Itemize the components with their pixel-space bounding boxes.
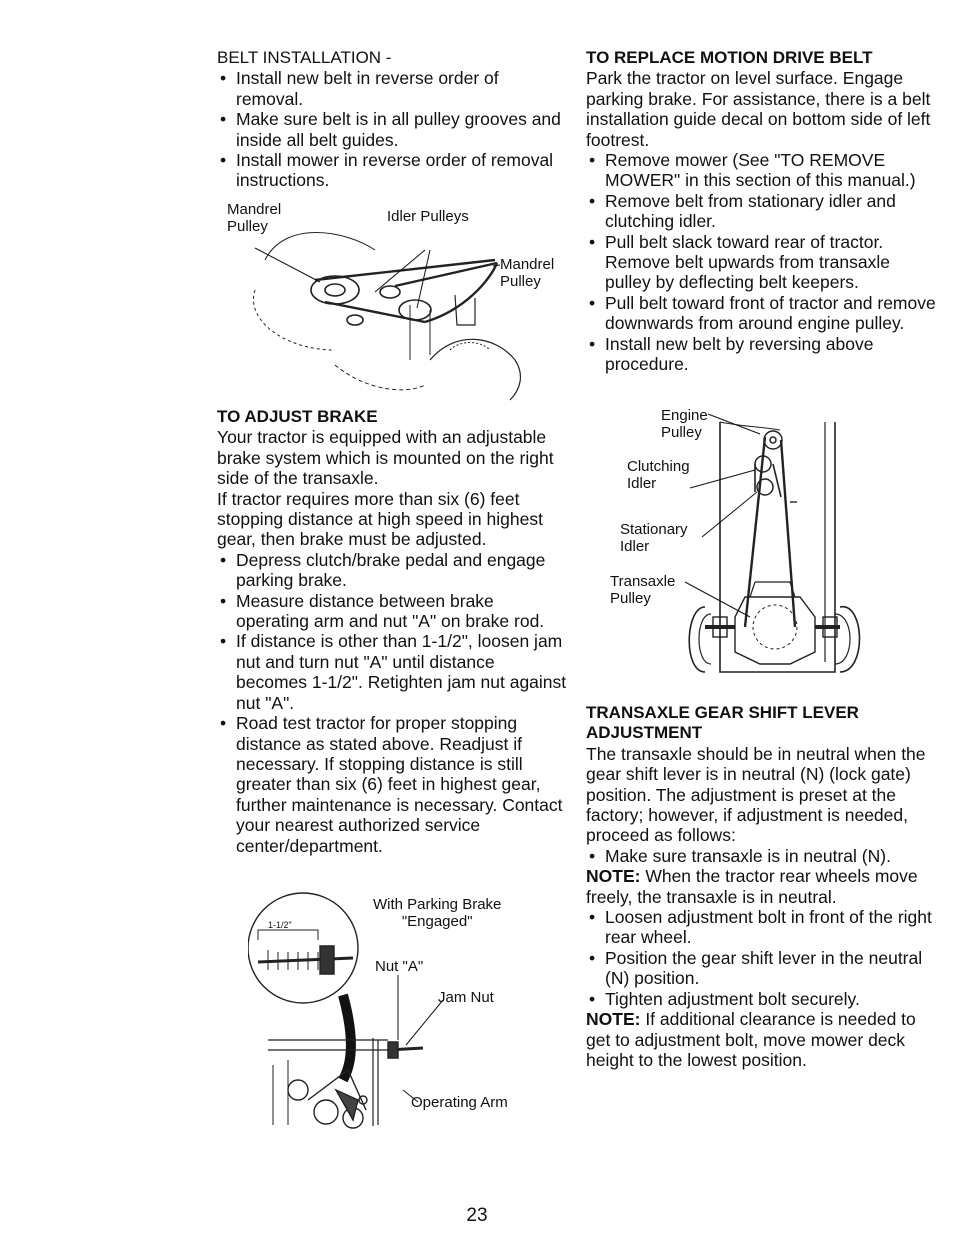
shift-lever-list-1 — [586, 846, 936, 866]
engine-pulley-label: Engine Pulley — [661, 407, 708, 441]
list-item: • Install mower in reverse order of removal instructions. — [217, 150, 569, 191]
drive-belt-figure — [605, 402, 915, 692]
shift-lever-note-2 — [586, 1009, 936, 1070]
shift-lever-note-1 — [586, 866, 936, 907]
mower-belt-figure — [225, 200, 565, 410]
note-text: When the tractor rear wheels move freely, the transaxle is in neutral. — [586, 866, 918, 907]
idler-pulleys-label: Idler Pulleys — [387, 208, 469, 225]
list-item: • Make sure belt is in all pulley grooves and inside all belt guides. — [217, 109, 569, 150]
list-item: • Install new belt by reversing above procedure. — [586, 334, 936, 375]
note-label: NOTE: — [586, 866, 641, 887]
shift-lever-para: The transaxle should be in neutral when the gear shift lever is in neutral (N) (lock gate) position. The adjustment is preset at the factory; however, if adjustment is needed, proceed as follows: — [586, 743, 926, 846]
list-item: • Tighten adjustment bolt securely. — [586, 989, 936, 1009]
list-item: • Remove belt from stationary idler and clutching idler. — [586, 191, 936, 232]
jam-nut-label: Jam Nut — [438, 989, 494, 1006]
note-label: NOTE: — [586, 1009, 641, 1030]
list-item: • Remove mower (See "TO REMOVE MOWER" in this section of this manual.) — [586, 150, 936, 191]
note-text: If additional clearance is needed to get to adjustment bolt, move mower deck height to the lowest position. — [586, 1009, 916, 1070]
list-item: • Loosen adjustment bolt in front of the right rear wheel. — [586, 907, 936, 948]
replace-belt-list — [586, 150, 936, 374]
parking-brake-engaged-label: With Parking Brake "Engaged" — [373, 896, 502, 930]
list-item: • Install new belt in reverse order of removal. — [217, 68, 569, 109]
stationary-idler-label: Stationary Idler — [620, 521, 688, 555]
list-item: • If distance is other than 1-1/2", loosen jam nut and turn nut "A" until distance becomes 1-1/2". Retighten jam nut against nut "A". — [217, 631, 569, 713]
list-item: • Make sure transaxle is in neutral (N). — [586, 846, 936, 866]
replace-belt-heading: TO REPLACE MOTION DRIVE BELT — [586, 48, 873, 67]
left-column — [217, 48, 569, 191]
adjust-brake-heading: TO ADJUST BRAKE — [217, 407, 378, 426]
brake-adjust-figure — [248, 890, 548, 1130]
list-item: • Depress clutch/brake pedal and engage parking brake. — [217, 550, 569, 591]
shift-lever-list-2 — [586, 907, 936, 1009]
shift-lever-heading: TRANSAXLE GEAR SHIFT LEVER ADJUSTMENT — [586, 703, 859, 743]
adjust-brake-list — [217, 550, 569, 856]
list-item: • Road test tractor for proper stopping distance as stated above. Readjust if necessary. If stopping distance is still greater than six (6) feet in highest gear, further maintenance is necessary. Contact your nearest authorized service center/department. — [217, 713, 569, 856]
list-item: • Pull belt slack toward rear of tractor. Remove belt upwards from transaxle pulley by deflecting belt keepers. — [586, 232, 936, 293]
mandrel-pulley-left-label: Mandrel Pulley — [227, 201, 282, 235]
dimension-label: 1-1/2" — [268, 920, 292, 930]
page-number: 23 — [466, 1205, 488, 1226]
adjust-brake-para2: If tractor requires more than six (6) feet stopping distance at high speed in highest gear, then brake must be adjusted. — [217, 488, 543, 550]
list-item: • Position the gear shift lever in the neutral (N) position. — [586, 948, 936, 989]
list-item: • Pull belt toward front of tractor and remove downwards from around engine pulley. — [586, 293, 936, 334]
operating-arm-label: Operating Arm — [411, 1094, 508, 1111]
adjust-brake-section — [217, 407, 569, 856]
mandrel-pulley-right-label: Mandrel Pulley — [500, 256, 555, 290]
replace-belt-section — [586, 48, 936, 375]
transaxle-pulley-label: Transaxle Pulley — [610, 573, 676, 607]
clutching-idler-label: Clutching Idler — [627, 458, 690, 492]
belt-installation-heading: BELT INSTALLATION - — [217, 48, 392, 67]
adjust-brake-para1: Your tractor is equipped with an adjustable brake system which is mounted on the right side of the transaxle. — [217, 427, 554, 489]
shift-lever-section — [586, 703, 936, 1070]
replace-belt-para: Park the tractor on level surface. Engage parking brake. For assistance, there is a belt installation guide decal on bottom side of left footrest. — [586, 68, 931, 150]
belt-installation-list — [217, 68, 569, 190]
list-item: • Measure distance between brake operating arm and nut "A" on brake rod. — [217, 591, 569, 632]
nut-a-label: Nut "A" — [375, 958, 424, 975]
